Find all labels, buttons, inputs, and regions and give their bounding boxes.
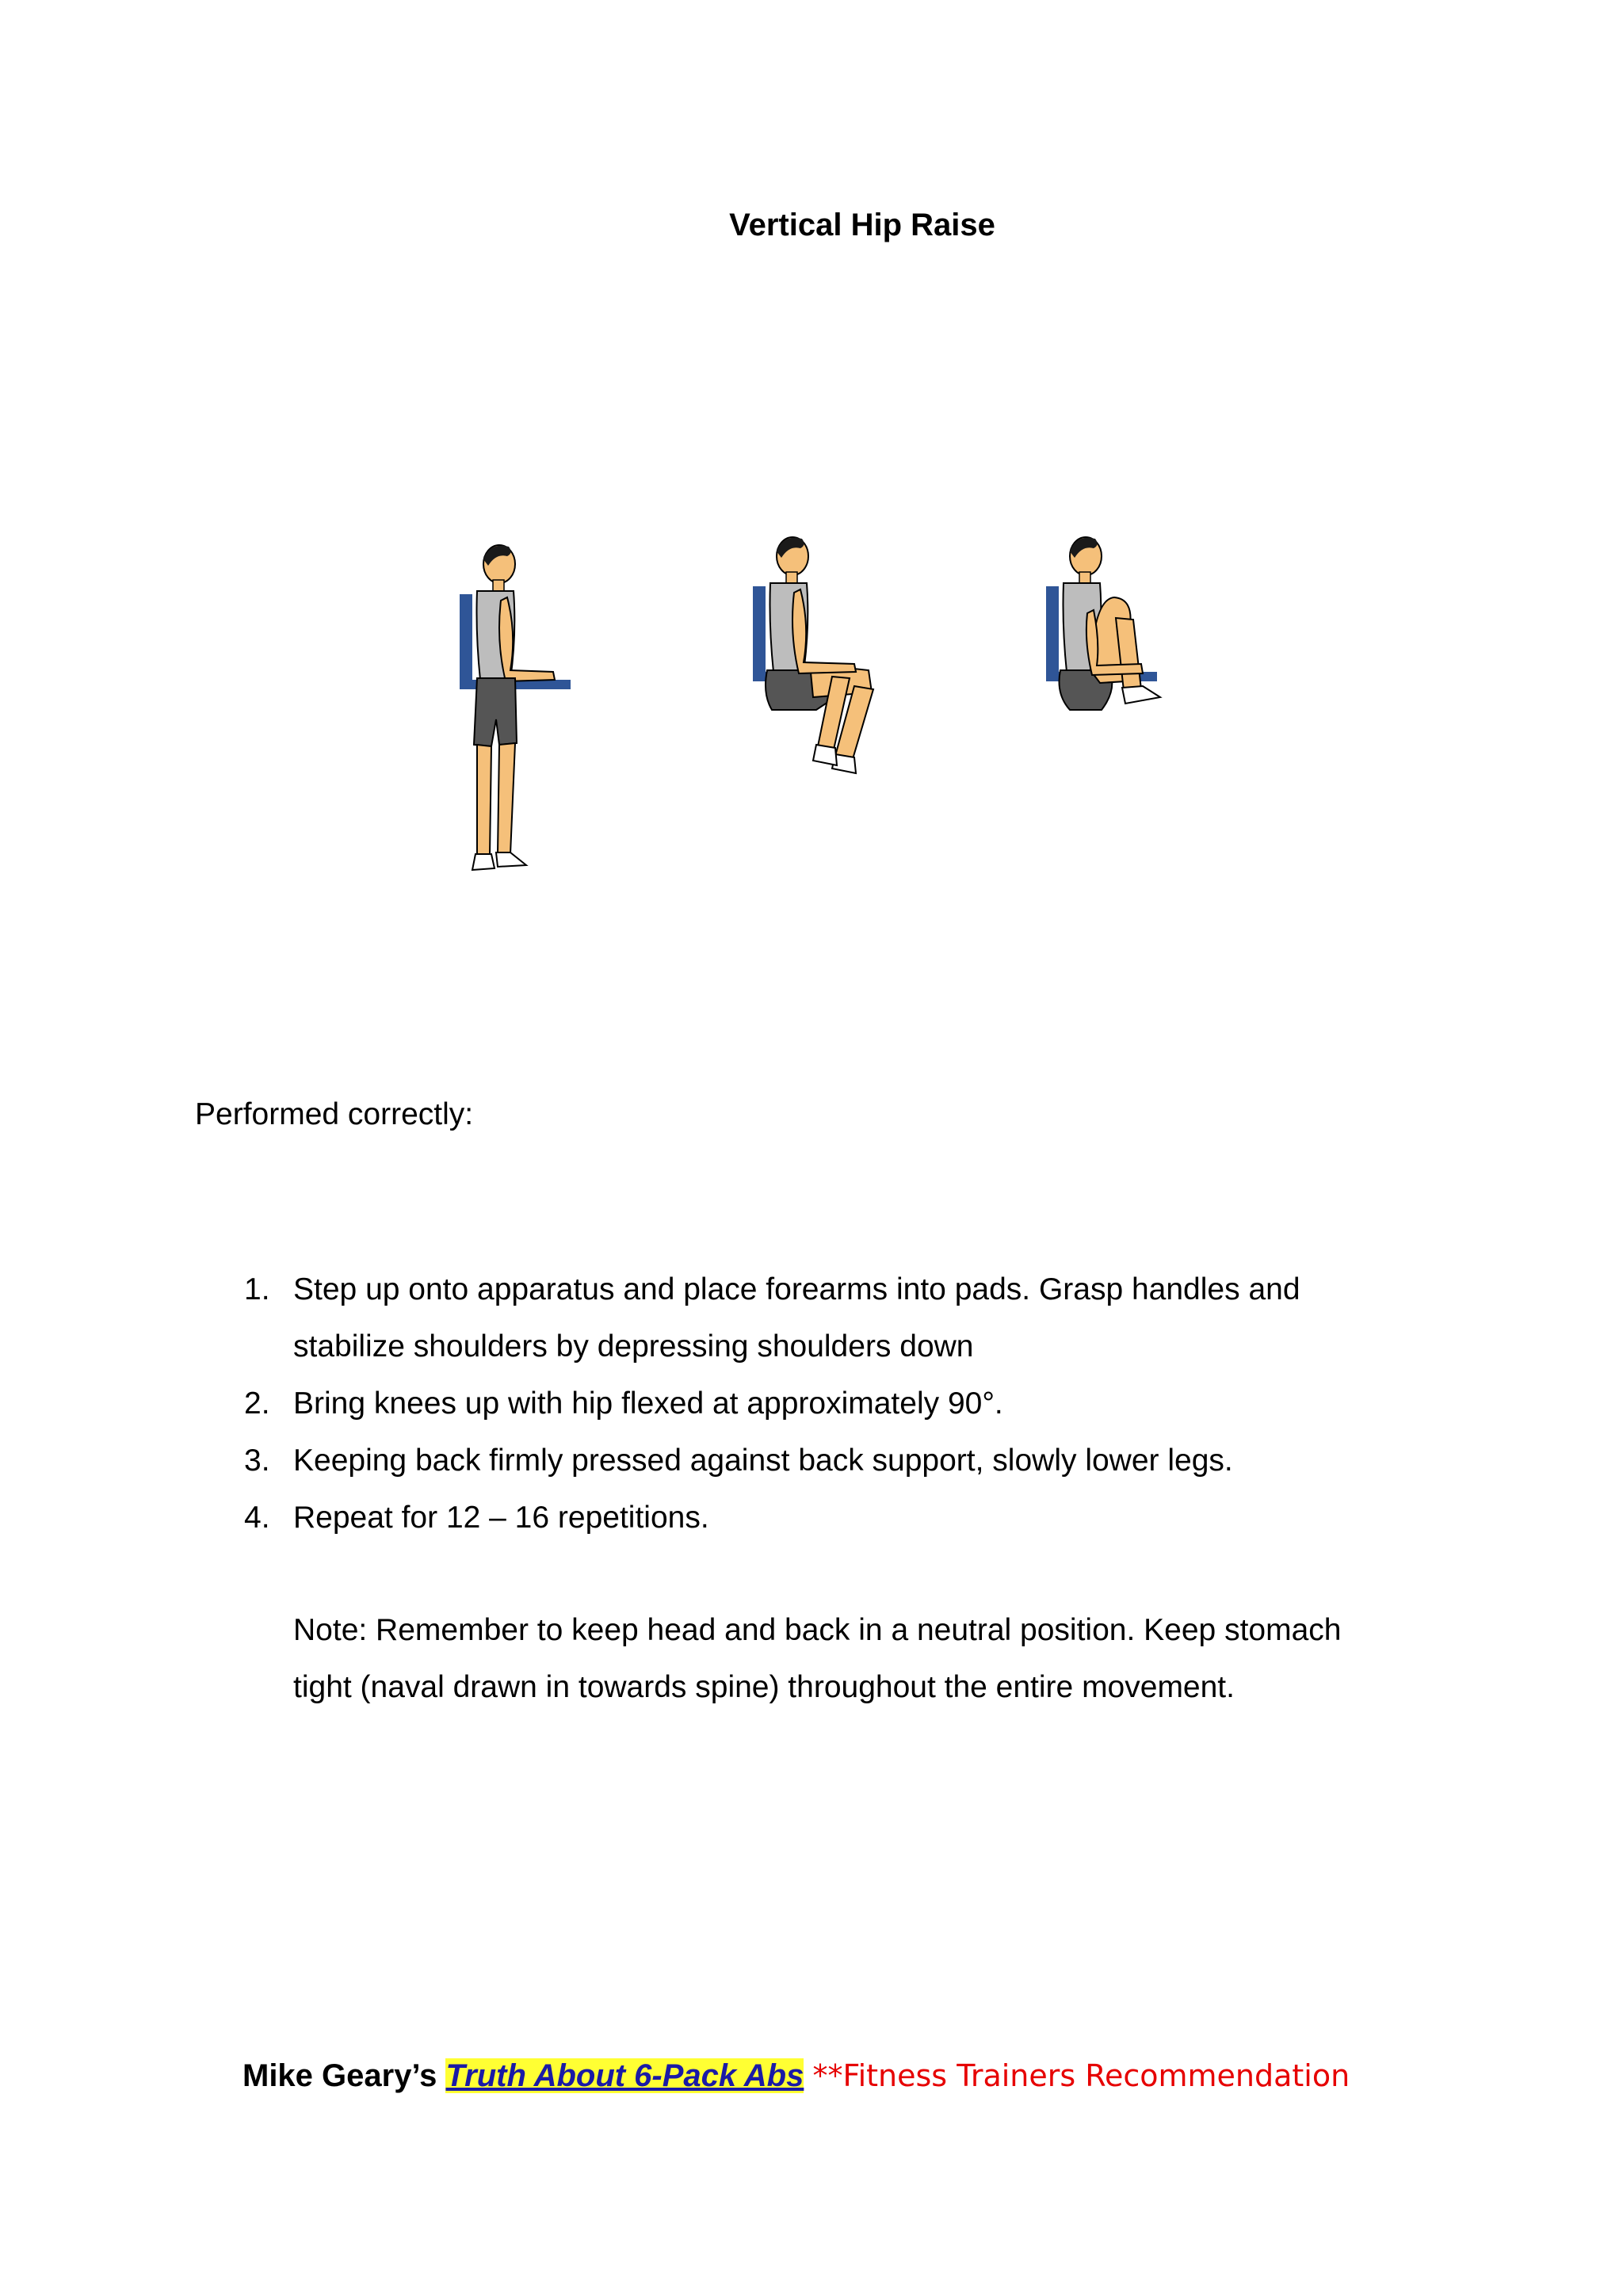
step-number: 1. [244,1272,270,1306]
step-text: Bring knees up with hip flexed at approximately 90°. [293,1386,1003,1421]
step-text-continued: stabilize shoulders by depressing shoulders down [293,1329,974,1363]
list-item [238,1432,1474,1489]
step-number: 4. [244,1501,270,1535]
intro-text: Performed correctly: [195,1097,474,1131]
note-line: tight (naval drawn in towards spine) throughout the entire movement. [293,1670,1235,1704]
footer [242,2058,1350,2094]
step-text: Repeat for 12 – 16 repetitions. [293,1501,709,1535]
steps-list [238,1261,1474,1547]
note-text [293,1602,1458,1716]
book-link[interactable]: Truth About 6-Pack Abs [445,2058,804,2093]
list-item [238,1375,1474,1432]
note-line: Note: Remember to keep head and back in a neutral position. Keep stomach [293,1613,1342,1647]
footer-recommendation: **Fitness Trainers Recommendation [812,2058,1350,2093]
footer-author: Mike Geary’s [242,2058,437,2093]
step-number: 2. [244,1386,270,1421]
page-title: Vertical Hip Raise [729,208,995,242]
list-item [238,1489,1474,1547]
step-text: Step up onto apparatus and place forearms into pads. Grasp handles and [293,1272,1300,1306]
exercise-illustration [428,507,1236,903]
step-text: Keeping back firmly pressed against back support, slowly lower legs. [293,1444,1233,1478]
list-item [238,1261,1474,1375]
knees-raised-figure [721,531,911,784]
knees-to-chest-figure [1014,531,1205,721]
standing-position-figure [428,539,586,903]
step-number: 3. [244,1444,270,1478]
